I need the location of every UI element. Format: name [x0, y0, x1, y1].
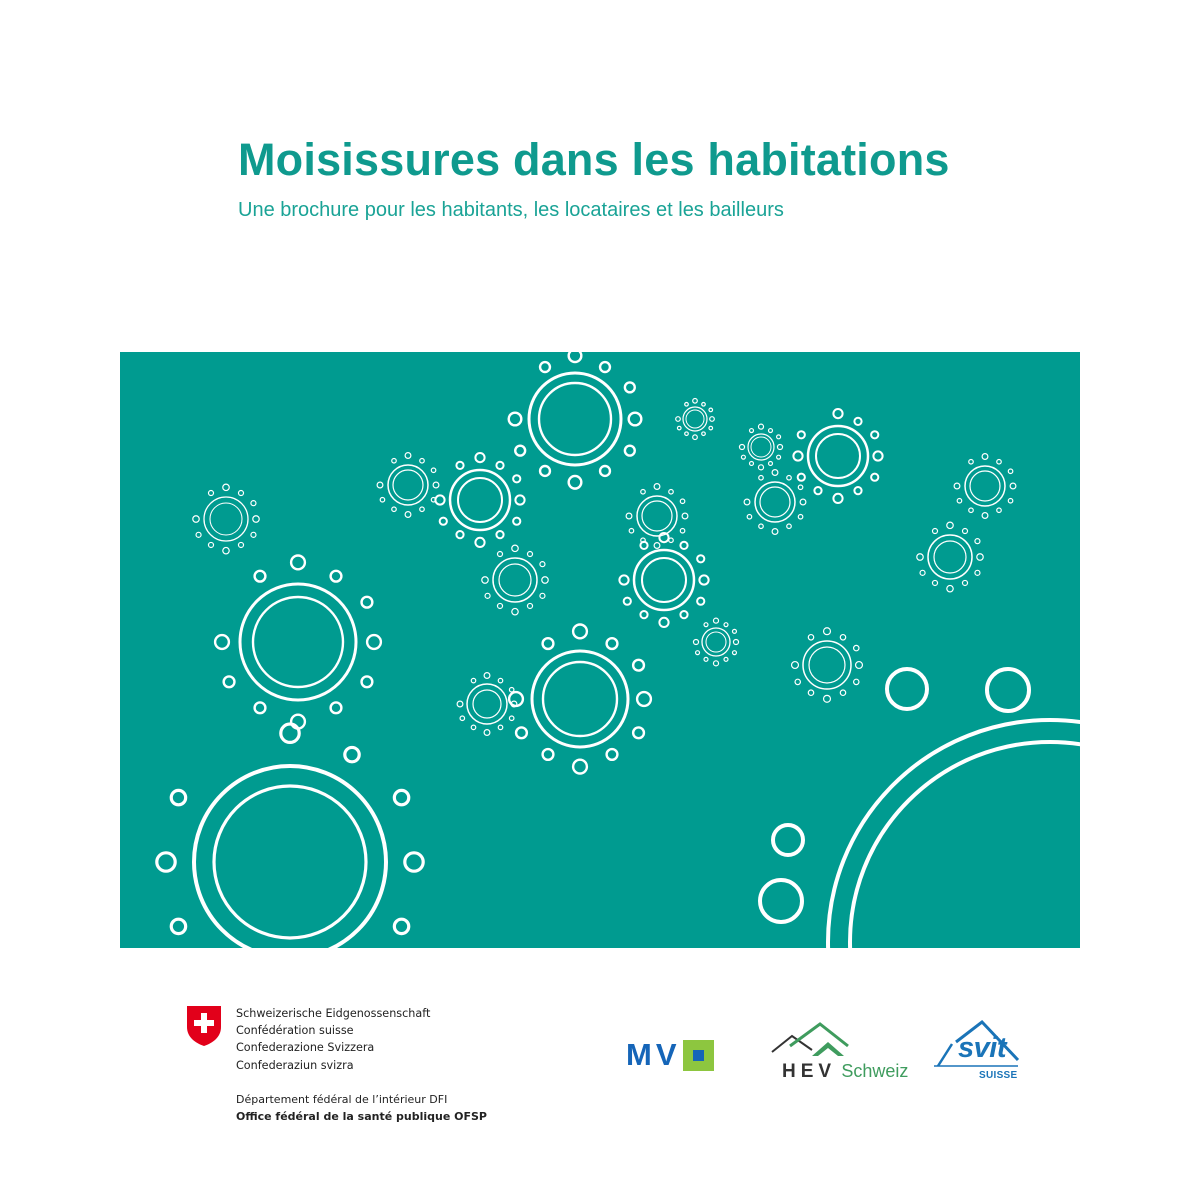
spore-part [854, 679, 859, 684]
spore-part [641, 490, 646, 495]
spore-part [625, 382, 635, 392]
spore-part [828, 720, 1080, 948]
spore-part [512, 545, 518, 551]
spore-part [772, 470, 778, 476]
mv-logo-text: MV [626, 1037, 681, 1072]
spore-part [917, 554, 923, 560]
spore-part [954, 483, 960, 489]
spore-part [969, 460, 974, 465]
spore-part [540, 466, 550, 476]
spore-part [772, 529, 778, 535]
spore-part [748, 434, 774, 460]
spore-part [540, 562, 545, 567]
spore-part [795, 679, 800, 684]
spore-part [685, 402, 689, 406]
spore-part [475, 453, 484, 462]
svit-suisse-logo [932, 1020, 1024, 1086]
spore-part [758, 465, 763, 470]
spore-part [962, 580, 967, 585]
spore-part [543, 749, 554, 760]
spore-part [539, 383, 611, 455]
spore-part [798, 485, 803, 490]
spore-part [854, 645, 859, 650]
spore-part [798, 474, 805, 481]
spore-part [850, 742, 1080, 948]
spore-part [755, 482, 795, 522]
svit-logo-text: svit [958, 1032, 1006, 1064]
spore-part [484, 673, 490, 679]
spore-part [702, 432, 706, 436]
spore-part [732, 651, 736, 655]
hev-logo-text [782, 1061, 908, 1083]
spore-part [696, 651, 700, 655]
spore-part [457, 701, 463, 707]
spore-part [840, 690, 845, 695]
spore-part [970, 471, 1000, 501]
spore-part [975, 539, 980, 544]
spore-part [475, 538, 484, 547]
spore-part [496, 462, 503, 469]
spore-part [965, 466, 1005, 506]
spore-part [240, 584, 356, 700]
spore-part [527, 551, 532, 556]
spore-part [214, 786, 366, 938]
spore-part [1010, 483, 1016, 489]
spore-part [814, 487, 821, 494]
spore-part [516, 727, 527, 738]
spore-part [624, 598, 631, 605]
hev-schweiz-logo [770, 1022, 910, 1086]
spore-part [769, 429, 773, 433]
spore-part [793, 451, 802, 460]
spore-part [856, 662, 863, 669]
spore-part [420, 459, 425, 464]
spore-part [251, 501, 256, 506]
spore-part [987, 669, 1029, 711]
spore-part [713, 618, 718, 623]
spore-part [532, 651, 628, 747]
spore-part [816, 434, 860, 478]
spore-part [208, 542, 213, 547]
spore-part [704, 623, 708, 627]
spore-part [498, 725, 503, 730]
spore-part [777, 435, 781, 439]
spore-part [362, 676, 373, 687]
spore-part [697, 555, 704, 562]
spore-part [405, 853, 423, 871]
spore-part [741, 455, 745, 459]
spore-part [871, 474, 878, 481]
spore-part [215, 635, 229, 649]
spore-part [732, 629, 736, 633]
spore-part [733, 639, 738, 644]
spore-part [440, 518, 447, 525]
spore-part [405, 512, 411, 518]
spore-part [569, 476, 582, 489]
spore-part [345, 747, 359, 761]
partner-logos [620, 1020, 1040, 1090]
spore-part [887, 669, 927, 709]
spore-part [677, 426, 681, 430]
spore-part [600, 362, 610, 372]
spore-part [224, 676, 235, 687]
spore-part [193, 516, 199, 522]
spore-part [633, 660, 644, 671]
spore-part [803, 641, 851, 689]
spore-part [713, 661, 718, 666]
confederation-name-fr: Confédération suisse [236, 1024, 354, 1038]
spore-part [619, 575, 628, 584]
mold-spores-illustration [120, 352, 1080, 948]
spore-part [682, 513, 688, 519]
spore-part [760, 880, 802, 922]
confederation-name-de: Schweizerische Eidgenossenschaft [236, 1007, 431, 1020]
spore-part [629, 529, 634, 534]
spore-part [759, 476, 764, 481]
spore-part [392, 507, 397, 512]
spore-part [171, 790, 185, 804]
spore-part [744, 499, 750, 505]
spore-part [527, 603, 532, 608]
spore-part [693, 639, 698, 644]
spore-part [509, 716, 514, 721]
spore-part [291, 556, 305, 570]
spore-part [947, 585, 953, 591]
page-title: Moisissures dans les habitations [238, 134, 950, 185]
confederation-name-it: Confederazione Svizzera [236, 1041, 375, 1055]
spore-part [997, 508, 1002, 513]
spore-part [513, 518, 520, 525]
spore-part [540, 593, 545, 598]
spore-part [255, 702, 266, 713]
spore-part [798, 515, 803, 520]
spore-part [238, 490, 243, 495]
spore-part [513, 475, 520, 482]
spore-part [710, 417, 715, 422]
spore-part [515, 446, 525, 456]
spore-part [255, 571, 266, 582]
spore-part [676, 417, 681, 422]
spore-part [709, 408, 713, 412]
spore-part [750, 461, 754, 465]
confederation-name-rm: Confederaziun svizra [236, 1058, 354, 1072]
spore-part [777, 444, 782, 449]
spore-part [982, 513, 988, 519]
spore-part [792, 662, 799, 669]
spore-part [473, 690, 501, 718]
spore-part [471, 678, 476, 683]
spore-part [600, 466, 610, 476]
spore-part [686, 410, 704, 428]
spore-part [977, 554, 983, 560]
svit-logo-subtext: SUISSE [979, 1070, 1018, 1081]
spore-part [253, 516, 259, 522]
spore-part [947, 522, 953, 528]
spore-part [833, 494, 842, 503]
spore-part [515, 495, 524, 504]
department-block [236, 1091, 487, 1125]
spore-part [497, 551, 502, 556]
spore-part [759, 524, 764, 529]
spore-part [975, 570, 980, 575]
spore-part [204, 497, 248, 541]
spore-part [680, 542, 687, 549]
spore-part [208, 490, 213, 495]
spore-part [706, 632, 726, 652]
spore-part [833, 409, 842, 418]
spore-part [458, 478, 502, 522]
spore-part [787, 476, 792, 481]
spore-part [659, 618, 668, 627]
spore-part [840, 635, 845, 640]
spore-part [642, 558, 686, 602]
spore-part [509, 688, 514, 693]
spore-part [854, 487, 861, 494]
spore-part [633, 727, 644, 738]
spore-part [1008, 499, 1013, 504]
spore-part [171, 919, 185, 933]
spore-part [569, 352, 582, 362]
spore-part [210, 503, 242, 535]
spore-part [529, 373, 621, 465]
spore-part [238, 542, 243, 547]
spore-part [607, 749, 618, 760]
spore-part [281, 724, 299, 742]
spore-part [769, 461, 773, 465]
spore-part [800, 499, 806, 505]
spore-part [629, 413, 642, 426]
spore-part [394, 790, 408, 804]
spore-part [573, 760, 587, 774]
spore-part [331, 702, 342, 713]
spore-part [496, 531, 503, 538]
spore-part [693, 399, 698, 404]
spore-part [471, 725, 476, 730]
hev-schweiz-word: Schweiz [841, 1061, 909, 1081]
spore-part [680, 611, 687, 618]
spore-part [377, 482, 383, 488]
spore-part [962, 528, 967, 533]
spore-part [194, 766, 386, 948]
spore-part [223, 547, 229, 553]
spore-part [1008, 469, 1013, 474]
spore-part [654, 543, 660, 549]
spore-part [809, 647, 845, 683]
spore-part [512, 608, 518, 614]
spore-part [625, 446, 635, 456]
spore-part [497, 603, 502, 608]
spore-part [777, 455, 781, 459]
spore-part [251, 532, 256, 537]
spore-part [223, 484, 229, 490]
spore-part [932, 580, 937, 585]
spore-part [685, 432, 689, 436]
spore-part [196, 532, 201, 537]
spore-part [808, 635, 813, 640]
spore-part [702, 402, 706, 406]
spore-part [654, 484, 660, 490]
mv-square-icon [683, 1040, 714, 1071]
spore-part [362, 597, 373, 608]
spore-part [957, 499, 962, 504]
spore-part [637, 496, 677, 536]
spore-part [683, 407, 707, 431]
spore-part [773, 825, 803, 855]
spore-part [509, 413, 522, 426]
spore-part [498, 678, 503, 683]
spore-part [969, 508, 974, 513]
spore-part [758, 424, 763, 429]
spore-part [724, 623, 728, 627]
spore-part [751, 437, 771, 457]
spore-part [693, 435, 698, 440]
spore-part [253, 597, 343, 687]
spore-part [607, 638, 618, 649]
spore-part [642, 501, 672, 531]
hev-abbr: HEV [782, 1061, 837, 1082]
spore-part [393, 470, 423, 500]
spore-part [573, 625, 587, 639]
spore-part [456, 531, 463, 538]
spore-part [482, 577, 488, 583]
spore-part [392, 459, 397, 464]
spore-part [484, 730, 490, 736]
spore-part [920, 570, 925, 575]
spore-part [431, 468, 436, 473]
spore-part [824, 628, 831, 635]
spore-part [709, 426, 713, 430]
spore-part [640, 611, 647, 618]
spore-part [704, 657, 708, 661]
hero-illustration [120, 352, 1080, 948]
spore-part [435, 495, 444, 504]
spore-part [680, 529, 685, 534]
spore-part [747, 515, 752, 520]
spore-part [873, 451, 882, 460]
spore-part [367, 635, 381, 649]
spore-part [460, 716, 465, 721]
spore-part [405, 453, 411, 459]
spore-part [626, 513, 632, 519]
spore-part [808, 690, 813, 695]
spore-part [760, 487, 790, 517]
spore-part [697, 598, 704, 605]
spore-part [543, 662, 617, 736]
confederation-names [236, 1005, 430, 1074]
spore-part [997, 460, 1002, 465]
swiss-cross-shield-icon [186, 1005, 222, 1047]
page-subtitle: Une brochure pour les habitants, les locataires et les bailleurs [238, 199, 784, 221]
spore-part [680, 499, 685, 504]
office-name: Office fédéral de la santé publique OFSP [236, 1110, 487, 1123]
spore-part [724, 657, 728, 661]
spore-part [485, 593, 490, 598]
spore-part [543, 638, 554, 649]
spore-part [331, 571, 342, 582]
spore-part [854, 418, 861, 425]
department-name: Département fédéral de l’intérieur DFI [236, 1093, 448, 1106]
spore-part [699, 575, 708, 584]
spore-part [798, 431, 805, 438]
spore-part [394, 919, 408, 933]
spore-part [932, 528, 937, 533]
spore-part [934, 541, 966, 573]
spore-part [540, 362, 550, 372]
spore-part [499, 564, 531, 596]
spore-part [750, 429, 754, 433]
mv-logo [626, 1039, 714, 1071]
spore-part [456, 462, 463, 469]
spore-part [824, 695, 831, 702]
spore-part [420, 507, 425, 512]
spore-part [871, 431, 878, 438]
spore-part [388, 465, 428, 505]
spore-part [157, 853, 175, 871]
spore-part [982, 454, 988, 460]
spore-part [739, 444, 744, 449]
spore-part [787, 524, 792, 529]
hev-roofs-icon [770, 1022, 860, 1062]
spore-part [637, 692, 651, 706]
spore-part [380, 498, 385, 503]
spore-part [669, 490, 674, 495]
spore-part [542, 577, 548, 583]
spore-part [433, 482, 439, 488]
